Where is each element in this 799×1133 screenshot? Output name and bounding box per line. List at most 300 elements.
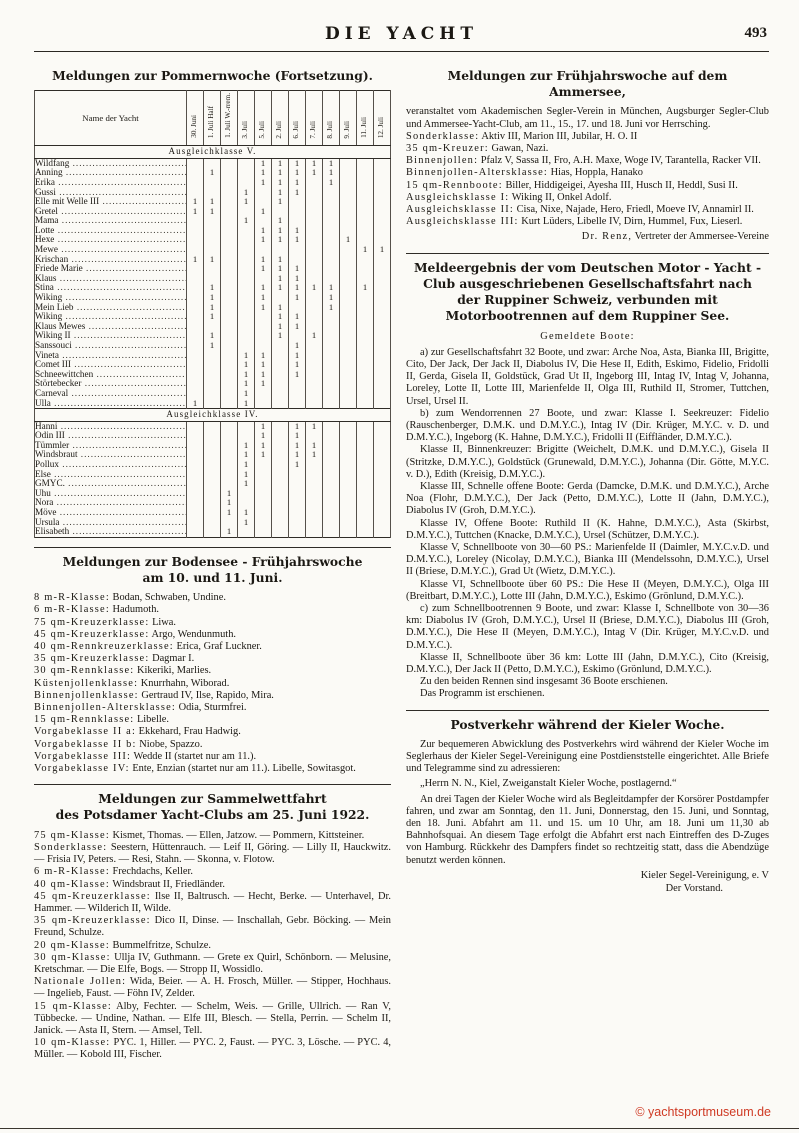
class-entry: 30 qm-Klasse: Ullja IV, Guthmann. — Grete ex Quirl, Schönborn. — Melusine, Kretschmar. — Die Elfe, Bogs. — Stropp II, Wossidlo. xyxy=(34,951,391,975)
class-label: Binnenjollen-Altersklasse: xyxy=(406,167,549,179)
class-label: Vorgabeklasse II b: xyxy=(34,738,137,750)
class-entry: 75 qm-Kreuzerklasse: Liwa. xyxy=(34,616,177,628)
entry-mark: 1 xyxy=(204,303,221,313)
entry-mark: 1 xyxy=(323,303,340,313)
entry-mark xyxy=(204,421,221,431)
entry-mark xyxy=(221,245,238,255)
entry-mark: 1 xyxy=(374,245,391,255)
entry-mark xyxy=(374,498,391,508)
entry-mark xyxy=(289,389,306,399)
yacht-name: Möve ..... xyxy=(35,508,187,518)
yacht-row xyxy=(35,312,391,322)
class-label: 6 m-R-Klasse: xyxy=(34,866,110,878)
entry-mark xyxy=(272,370,289,380)
date-column-header xyxy=(204,91,221,146)
yacht-row xyxy=(35,479,391,489)
yacht-name: Anning ..... xyxy=(35,168,187,178)
potsdam-entry-list xyxy=(34,830,391,1062)
entry-mark xyxy=(272,421,289,431)
entry-mark xyxy=(374,188,391,198)
entry-mark: 1 xyxy=(289,178,306,188)
date-label: 1. Juli Half xyxy=(207,106,216,139)
entry-mark xyxy=(340,389,357,399)
entry-mark xyxy=(340,331,357,341)
yacht-row xyxy=(35,489,391,499)
yacht-name: Schneewittchen ..... xyxy=(35,370,187,380)
entry-mark xyxy=(340,341,357,351)
entry-mark: 1 xyxy=(289,341,306,351)
yacht-row xyxy=(35,508,391,518)
entry-mark: 1 xyxy=(238,508,255,518)
class-label: Binnenjollen-Altersklasse: xyxy=(34,702,177,714)
entry-mark xyxy=(187,283,204,293)
entry-mark xyxy=(323,188,340,198)
entry-mark xyxy=(374,421,391,431)
entry-mark: 1 xyxy=(272,226,289,236)
class-entry: 15 qm-Klasse: Alby, Fechter. — Schelm, Weis. — Grille, Ullrich. — Ran V, Tübbecke. — Undine, Nathan. — Elfe III, Blesch. — Stella, Perrin. — Schelm II, Janick. — Asta II, Stern. — Amsel, Tell. xyxy=(34,1000,391,1036)
yacht-row xyxy=(35,470,391,480)
entry-mark xyxy=(323,341,340,351)
entry-mark xyxy=(306,226,323,236)
entry-mark xyxy=(204,216,221,226)
entry-mark xyxy=(204,489,221,499)
yacht-name: Klaus ..... xyxy=(35,274,187,284)
entry-mark xyxy=(340,379,357,389)
entry-mark xyxy=(357,460,374,470)
section-ammersee xyxy=(406,68,769,244)
entry-mark xyxy=(187,431,204,441)
class-label: 15 qm-Klasse: xyxy=(34,1000,113,1012)
class-entry: Binnenjollen: Pfalz V, Sassa II, Fro, A.H. Maxe, Woge IV, Tarantella, Racker VII. xyxy=(406,155,761,167)
entry-mark xyxy=(340,399,357,409)
entry-mark xyxy=(187,178,204,188)
paragraph: a) zur Gesellschaftsfahrt 32 Boote, und zwar: Arche Noa, Asta, Bianka III, Brigitte, Cito, Der Jack, Der Jack II, Diabolus IV, Die Hese II, Edith, Eskimo, Fidelio, Fridolli II, Gerda, Gisela II, Goldstück, Grad Ut II, Ingeborg III, Intag IV, Intag V, Johanna, Loreley, Lotte II, Lotte III, Marienfelde II, Olga III, Ruthild II, Stromer, Tuttchen, Ursel, Ursel II. xyxy=(406,346,769,407)
entry-mark: 1 xyxy=(272,303,289,313)
post-signature-org: Kieler Segel-Vereinigung, e. V xyxy=(640,869,769,881)
entry-mark: 1 xyxy=(306,168,323,178)
yacht-row xyxy=(35,527,391,537)
entry-mark xyxy=(340,255,357,265)
yacht-name: Nora ..... xyxy=(35,498,187,508)
entry-mark xyxy=(187,527,204,537)
class-entry: Nationale Jollen: Wida, Beier. — A. H. Frosch, Müller. — Stipper, Hochhaus. — Ingelieb, Faust. — Föhn IV, Zelder. xyxy=(34,976,391,1000)
entry-mark: 1 xyxy=(289,264,306,274)
date-column-header xyxy=(238,91,255,146)
entry-mark xyxy=(323,421,340,431)
entry-mark xyxy=(357,379,374,389)
entry-mark xyxy=(187,341,204,351)
entry-mark xyxy=(374,470,391,480)
entry-mark xyxy=(187,498,204,508)
entry-mark: 1 xyxy=(323,283,340,293)
yacht-name: Vineta ..... xyxy=(35,351,187,361)
entry-mark xyxy=(272,389,289,399)
entry-mark xyxy=(255,489,272,499)
entry-mark xyxy=(289,197,306,207)
page-number: 493 xyxy=(744,25,767,41)
date-label: 3. Juli xyxy=(241,120,250,139)
entry-mark xyxy=(221,389,238,399)
paragraph: Das Programm ist erschienen. xyxy=(420,688,545,700)
class-entry: Binnenjollen-Altersklasse: Odia, Sturmfrei. xyxy=(34,702,247,714)
entry-mark xyxy=(272,360,289,370)
entry-mark: 1 xyxy=(289,460,306,470)
class-label: Vorgabeklasse IV: xyxy=(34,763,130,775)
entry-mark: 1 xyxy=(204,293,221,303)
class-entry: Küstenjollenklasse: Knurrhahn, Wiborad. xyxy=(34,677,230,689)
entry-mark xyxy=(340,197,357,207)
entry-mark: 1 xyxy=(272,168,289,178)
section-postverkehr xyxy=(406,717,769,896)
entry-mark: 1 xyxy=(255,379,272,389)
entry-mark xyxy=(306,235,323,245)
entry-mark xyxy=(272,341,289,351)
entry-mark xyxy=(221,226,238,236)
paragraph: Klasse III, Schnelle offene Boote: Gerda (Damcke, D.M.K. und D.M.Y.C.), Arche Noa (Flohr, D.M.Y.C.), Der Jack (Petto, D.M.Y.C.), Lotte II (Jahn, D.M.Y.C.), Diabolus IV (Groh, D.M.Y.C.). xyxy=(406,480,769,517)
entry-mark xyxy=(289,207,306,217)
entry-mark xyxy=(323,450,340,460)
signature-name: Dr. Renz, xyxy=(581,231,633,243)
class-label: 45 qm-Kreuzerklasse: xyxy=(34,890,151,902)
entry-mark: 1 xyxy=(204,207,221,217)
entry-mark: 1 xyxy=(238,351,255,361)
section-pommernwoche xyxy=(34,68,391,538)
class-label: 75 qm-Kreuzerklasse: xyxy=(34,616,150,628)
entry-mark xyxy=(340,370,357,380)
entry-mark: 1 xyxy=(204,255,221,265)
entry-mark: 1 xyxy=(255,351,272,361)
entry-mark: 1 xyxy=(221,527,238,537)
class-label: Ausgleichsklasse I: xyxy=(406,191,510,203)
entry-mark xyxy=(204,431,221,441)
class-entry: 10 qm-Klasse: PYC. 1, Hiller. — PYC. 2, Faust. — PYC. 3, Lösche. — PYC. 4, Müller. — Kobold III, Fischer. xyxy=(34,1037,391,1061)
section-title: Meldeergebnis der vom Deutschen Motor - Yacht - Club ausgeschriebenen Gesellschaftsfahrt nach der Ruppiner Schweiz, verbunden mit Motorbootrennen auf dem Ruppiner See. xyxy=(413,259,762,324)
entry-mark xyxy=(374,158,391,168)
paragraph: c) zum Schnellbootrennen 9 Boote, und zwar: Klasse I, Schnellbote von 30—36 km: Diabolus IV (Groh, D.M.Y.C.), Ursel II (Briese, D.M.Y.C.), Diabolus III (Groh, D.M.Y.C.), Die Hese II (Meyen, D.M.Y.C.), Intag V (Dir. Krüger, M.Y.C.v.D. und D.M.Y.C.). xyxy=(406,603,769,651)
section-potsdam xyxy=(34,791,391,1061)
date-column-header xyxy=(374,91,391,146)
paragraph: Klasse II, Schnellboote über 36 km: Lotte III (Jahn, D.M.Y.C.), Cito (Kreisig, D.M.Y.C.), Der Jack II (Petto, D.M.Y.C.), Eskimo (Grönlund, D.M.Y.C.). xyxy=(406,651,769,676)
entry-mark xyxy=(357,178,374,188)
yacht-name: Pollux ..... xyxy=(35,460,187,470)
entry-mark xyxy=(340,479,357,489)
section-bodensee xyxy=(34,554,391,775)
yacht-row xyxy=(35,431,391,441)
paragraph: Klasse II, Binnenkreuzer: Brigitte (Weichelt, D.M.K. und D.M.Y.C.), Gisela II (Stritzke, D.M.Y.C.), Goldstück (Grunewald, D.M.Y.C.), Johanna (Dir. Götte, M.Y.C. v. D.), Edith (Kreisig, D.M.Y.C.). xyxy=(406,444,769,480)
entry-mark xyxy=(289,498,306,508)
entry-mark xyxy=(340,274,357,284)
date-column-header xyxy=(323,91,340,146)
class-label: Binnenjollen: xyxy=(406,155,479,167)
class-entry: Sonderklasse: Aktiv III, Marion III, Jubilar, H. O. II xyxy=(406,130,638,142)
class-label: 75 qm-Klasse: xyxy=(34,829,110,841)
yacht-name: Hexe ..... xyxy=(35,235,187,245)
yacht-name: Ursula ..... xyxy=(35,518,187,528)
entry-mark xyxy=(221,460,238,470)
entry-mark xyxy=(187,293,204,303)
date-column-header xyxy=(272,91,289,146)
entry-mark xyxy=(323,264,340,274)
entry-mark xyxy=(221,235,238,245)
class-entry: Vorgabeklasse II b: Niobe, Spazzo. xyxy=(34,738,203,750)
entry-mark xyxy=(306,379,323,389)
entry-mark xyxy=(289,379,306,389)
entry-mark xyxy=(204,226,221,236)
date-label: 6. Juli xyxy=(292,120,301,139)
class-entry: 15 qm-Rennklasse: Libelle. xyxy=(34,714,169,726)
entry-mark xyxy=(204,235,221,245)
yacht-name: Elisabeth ..... xyxy=(35,527,187,537)
entry-mark xyxy=(187,360,204,370)
entry-mark xyxy=(340,489,357,499)
entry-mark xyxy=(187,216,204,226)
entry-mark xyxy=(374,527,391,537)
yacht-row xyxy=(35,441,391,451)
entry-mark: 1 xyxy=(255,421,272,431)
date-column-header xyxy=(340,91,357,146)
paragraph: Klasse IV, Offene Boote: Ruthild II (K. Hahne, D.M.Y.C.), Asta (Skirbst, D.M.Y.C.), Tuttchen (Knacke, D.M.Y.C.), Ursel (Schützer, D.M.Y.C.). xyxy=(406,517,769,541)
entry-mark xyxy=(306,489,323,499)
section-title-line2: am 10. und 11. Juni. xyxy=(142,570,283,585)
section-ruppiner xyxy=(406,260,769,701)
entry-mark xyxy=(255,188,272,198)
entry-mark: 1 xyxy=(238,399,255,409)
yacht-name: Gussi ..... xyxy=(35,188,187,198)
entry-mark xyxy=(187,226,204,236)
yacht-name: Carneval ..... xyxy=(35,389,187,399)
paragraph: Klasse V, Schnellboote von 30—60 PS.: Marienfelde II (Daimler, M.Y.C.v.D. und D.M.Y.C.), Loreley (Nicolay, D.M.Y.C.), Bianka III (Mendelssohn, D.M.Y.C.), Ursel II (Briese, D.M.Y.C.), Grad Ut (Wietz, D.M.Y.C.). xyxy=(406,542,769,578)
class-label: Binnenjollenklasse: xyxy=(34,689,139,701)
entry-mark xyxy=(357,489,374,499)
entry-mark: 1 xyxy=(323,158,340,168)
entry-mark xyxy=(187,441,204,451)
yacht-name: Erika ..... xyxy=(35,178,187,188)
entry-mark xyxy=(272,498,289,508)
yacht-name: Wiking II ..... xyxy=(35,331,187,341)
entry-mark xyxy=(340,527,357,537)
entry-mark: 1 xyxy=(238,441,255,451)
entry-mark xyxy=(340,508,357,518)
entry-mark: 1 xyxy=(204,341,221,351)
entry-mark: 1 xyxy=(289,158,306,168)
entry-mark xyxy=(357,389,374,399)
entry-mark: 1 xyxy=(255,370,272,380)
entry-mark: 1 xyxy=(289,421,306,431)
entry-mark xyxy=(357,351,374,361)
yacht-row xyxy=(35,460,391,470)
entry-mark xyxy=(238,168,255,178)
entry-mark xyxy=(204,470,221,480)
entry-mark xyxy=(204,264,221,274)
class-entry: 40 qm-Klasse: Windsbraut II, Friedländer. xyxy=(34,878,226,890)
yacht-name: Wildfang ..... xyxy=(35,158,187,168)
entry-mark xyxy=(323,460,340,470)
entry-mark xyxy=(187,303,204,313)
entry-mark xyxy=(357,216,374,226)
entry-mark xyxy=(306,498,323,508)
entry-mark: 1 xyxy=(255,303,272,313)
date-column-header xyxy=(221,91,238,146)
class-label: Nationale Jollen: xyxy=(34,976,127,988)
entry-mark xyxy=(204,508,221,518)
entry-mark: 1 xyxy=(255,264,272,274)
entry-mark xyxy=(340,470,357,480)
entry-mark xyxy=(255,312,272,322)
date-column-header xyxy=(187,91,204,146)
entry-mark xyxy=(221,322,238,332)
date-label: 5. Juli xyxy=(258,120,267,139)
entry-mark xyxy=(255,508,272,518)
entry-mark xyxy=(272,518,289,528)
entry-mark: 1 xyxy=(289,450,306,460)
entry-mark xyxy=(255,322,272,332)
entry-mark xyxy=(221,399,238,409)
entry-mark xyxy=(204,518,221,528)
entry-mark xyxy=(238,421,255,431)
entry-mark xyxy=(340,431,357,441)
entry-mark: 1 xyxy=(255,158,272,168)
entry-mark: 1 xyxy=(204,197,221,207)
entry-mark xyxy=(357,158,374,168)
entry-mark xyxy=(340,312,357,322)
entry-mark xyxy=(272,508,289,518)
entry-mark xyxy=(357,421,374,431)
yacht-name: Hanni ..... xyxy=(35,421,187,431)
section-title-line2: des Potsdamer Yacht-Clubs am 25. Juni 1922. xyxy=(55,807,370,823)
ruppiner-subtitle: Gemeldete Boote: xyxy=(540,330,635,342)
ammersee-entry-list xyxy=(406,131,769,229)
yacht-name: Gretel ..... xyxy=(35,207,187,217)
klasse-section-row xyxy=(35,146,391,159)
entry-mark xyxy=(238,489,255,499)
entry-mark xyxy=(255,479,272,489)
entry-mark: 1 xyxy=(323,168,340,178)
entry-mark: 1 xyxy=(238,479,255,489)
entry-mark xyxy=(340,178,357,188)
signature-role: Vertreter der Ammersee-Vereine xyxy=(634,231,769,243)
class-entry: 75 qm-Klasse: Kismet, Thomas. — Ellen, Jatzow. — Pommern, Kittsteiner. xyxy=(34,829,365,841)
entry-mark xyxy=(306,370,323,380)
entry-mark xyxy=(374,331,391,341)
entry-mark: 1 xyxy=(272,178,289,188)
post-paragraph-2: An drei Tagen der Kieler Woche wird als Begleitdampfer der Korsörer Postdampfer fahren, und zwar am Sonntag, den 11. Juni, Donnerstag, den 15. Juni, und Sonntag, den 18. Juni. Abfahrt am 11. und 15. um 10 Uhr, am 18. Juni um 11,30 ab Bahnhofsquai. An diesem Tage erfolgt die Abfahrt erst nach Eintreffen des D-Zuges von Hamburg. Rückkehr des Dampfers findet so rechtzeitig statt, dass die Abendzüge benutzt werden können. xyxy=(406,793,769,866)
entry-mark xyxy=(323,498,340,508)
class-label: 40 qm-Klasse: xyxy=(34,878,110,890)
entry-mark xyxy=(306,197,323,207)
entry-mark xyxy=(340,421,357,431)
entry-mark: 1 xyxy=(187,207,204,217)
entry-mark xyxy=(306,389,323,399)
entry-mark xyxy=(340,498,357,508)
class-label: 30 qm-Rennklasse: xyxy=(34,665,135,677)
entry-mark xyxy=(187,421,204,431)
paragraph: b) zum Wendorrennen 27 Boote, und zwar: Klasse I. Seekreuzer: Fidelio (Rauschenberger, D.M.K. und D.M.Y.C.), Intag IV (Dir. Krüger, M.Y.C. v. D. und D.M.Y.C.), Ingeborg (K. Hahne, D.M.Y.C.), Fridolli II (Eiffländer, D.M.Y.C.). xyxy=(406,407,769,444)
entry-mark xyxy=(374,207,391,217)
entry-mark xyxy=(255,389,272,399)
entry-mark xyxy=(238,255,255,265)
entry-mark: 1 xyxy=(289,351,306,361)
entry-mark xyxy=(221,303,238,313)
entry-mark xyxy=(272,527,289,537)
entry-mark xyxy=(204,379,221,389)
entry-mark: 1 xyxy=(272,331,289,341)
entry-mark xyxy=(221,421,238,431)
entry-mark xyxy=(340,245,357,255)
entry-mark xyxy=(187,322,204,332)
entry-mark xyxy=(289,470,306,480)
paragraph: Zu den beiden Rennen sind insgesamt 36 Boote erschienen. xyxy=(420,676,668,688)
entry-mark xyxy=(323,489,340,499)
entry-mark xyxy=(204,498,221,508)
entry-mark xyxy=(374,255,391,265)
class-label: 10 qm-Klasse: xyxy=(34,1037,111,1049)
section-title xyxy=(38,554,387,586)
class-label: Vorgabeklasse III: xyxy=(34,750,132,762)
entry-mark xyxy=(374,303,391,313)
entry-mark xyxy=(306,399,323,409)
entry-mark xyxy=(357,441,374,451)
entry-mark xyxy=(323,370,340,380)
entry-mark xyxy=(357,197,374,207)
entry-mark xyxy=(221,216,238,226)
entry-mark: 1 xyxy=(272,216,289,226)
entry-mark: 1 xyxy=(255,235,272,245)
yacht-row xyxy=(35,255,391,265)
entry-mark xyxy=(340,207,357,217)
entry-mark: 1 xyxy=(238,379,255,389)
entry-mark: 1 xyxy=(255,168,272,178)
entry-mark: 1 xyxy=(357,245,374,255)
class-entry: Sonderklasse: Seestern, Hüttenrauch. — Leif II, Göring. — Lilly II, Hauckwitz. — Frisia IV, Peters. — Resi, Stahn. — Skonna, v. Flotow. xyxy=(34,841,391,866)
entry-mark xyxy=(221,312,238,322)
entry-mark xyxy=(238,322,255,332)
entry-mark xyxy=(221,274,238,284)
entry-mark xyxy=(306,303,323,313)
entry-mark xyxy=(357,399,374,409)
entry-mark xyxy=(374,518,391,528)
entry-mark: 1 xyxy=(255,207,272,217)
entry-mark: 1 xyxy=(221,489,238,499)
entry-mark: 1 xyxy=(272,188,289,198)
yacht-name: Friede Marie ..... xyxy=(35,264,187,274)
entry-mark xyxy=(323,360,340,370)
yacht-row xyxy=(35,518,391,528)
class-entry: Binnenjollenklasse: Gertraud IV, Ilse, Rapido, Mira. xyxy=(34,689,274,701)
entry-mark xyxy=(238,235,255,245)
entry-mark xyxy=(323,479,340,489)
entry-mark xyxy=(323,441,340,451)
entry-mark: 1 xyxy=(272,312,289,322)
yacht-name: Tümmler ..... xyxy=(35,441,187,451)
entry-mark xyxy=(204,370,221,380)
entry-mark xyxy=(357,431,374,441)
entry-mark xyxy=(272,351,289,361)
yacht-row xyxy=(35,178,391,188)
entry-mark: 1 xyxy=(255,441,272,451)
entry-mark xyxy=(323,312,340,322)
entry-mark xyxy=(340,168,357,178)
entry-mark: 1 xyxy=(289,370,306,380)
entry-mark xyxy=(204,360,221,370)
entry-mark xyxy=(357,168,374,178)
entry-mark xyxy=(374,322,391,332)
entry-mark: 1 xyxy=(306,331,323,341)
entry-mark: 1 xyxy=(272,283,289,293)
class-entry: 45 qm-Kreuzerklasse: Argo, Wendunmuth. xyxy=(34,628,236,640)
entry-mark xyxy=(357,470,374,480)
entry-mark: 1 xyxy=(289,274,306,284)
entry-mark xyxy=(306,479,323,489)
